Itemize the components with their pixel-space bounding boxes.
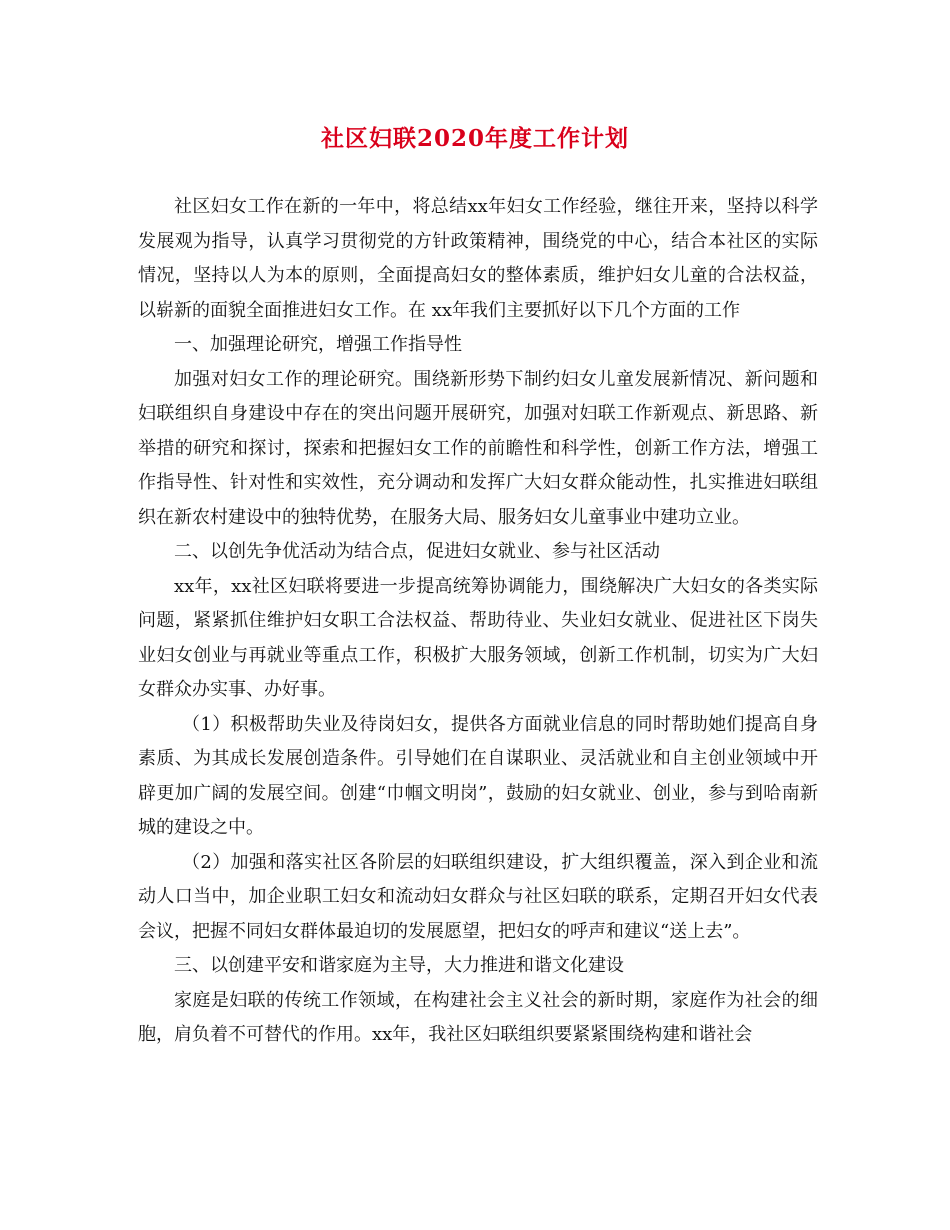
section-heading-3: 三、以创建平安和谐家庭为主导，大力推进和谐文化建设 bbox=[174, 955, 624, 976]
section-heading-1: 一、加强理论研究，增强工作指导性 bbox=[174, 334, 462, 355]
section-1-paragraph: 加强对妇女工作的理论研究。围绕新形势下制约妇女儿童发展新情况、新问题和妇联组织自身建设中存在的突出问题开展研究，加强对妇联工作新观点、新思路、新举措的研究和探讨，探索和把握妇女工作的前瞻性和科学性，创新工作方法，增强工作指导性、针对性和实效性，充分调动和发挥广大妇女群众能动性，扎实推进妇联组织在新农村建设中的独特优势，在服务大局、服务妇女儿童事业中建功立业。 bbox=[138, 368, 818, 528]
section-2-item-1: （1）积极帮助失业及待岗妇女，提供各方面就业信息的同时帮助她们提高自身素质、为其成长发展创造条件。引导她们在自谋职业、灵活就业和自主创业领域中开辟更加广阔的发展空间。创建“巾帼文明岗”，鼓励的妇女就业、创业，参与到哈南新城的建设之中。 bbox=[138, 713, 818, 838]
section-2-item-2: （2）加强和落实社区各阶层的妇联组织建设，扩大组织覆盖，深入到企业和流动人口当中，加企业职工妇女和流动妇女群众与社区妇联的联系，定期召开妇女代表会议，把握不同妇女群体最迫切的发展愿望，把妇女的呼声和建议“送上去”。 bbox=[138, 851, 818, 942]
section-3-paragraph: 家庭是妇联的传统工作领域，在构建社会主义社会的新时期，家庭作为社会的细胞，肩负着不可替代的作用。xx年，我社区妇联组织要紧紧围绕构建和谐社会 bbox=[138, 989, 818, 1045]
intro-paragraph: 社区妇女工作在新的一年中，将总结xx年妇女工作经验，继往开来，坚持以科学发展观为指导，认真学习贯彻党的方针政策精神，围绕党的中心，结合本社区的实际情况，坚持以人为本的原则，全面提高妇女的整体素质，维护妇女儿童的合法权益，以崭新的面貌全面推进妇女工作。在 xx年我们主要抓好以下几个方面的工作 bbox=[138, 196, 818, 321]
section-heading-2: 二、以创先争优活动为结合点，促进妇女就业、参与社区活动 bbox=[174, 541, 660, 562]
document-title: 社区妇联2020年度工作计划 bbox=[320, 125, 629, 152]
section-2-paragraph: xx年，xx社区妇联将要进一步提高统筹协调能力，围绕解决广大妇女的各类实际问题，紧紧抓住维护妇女职工合法权益、帮助待业、失业妇女就业、促进社区下岗失业妇女创业与再就业等重点工作，积极扩大服务领域，创新工作机制，切实为广大妇女群众办实事、办好事。 bbox=[138, 575, 818, 700]
document-body bbox=[138, 190, 818, 1053]
